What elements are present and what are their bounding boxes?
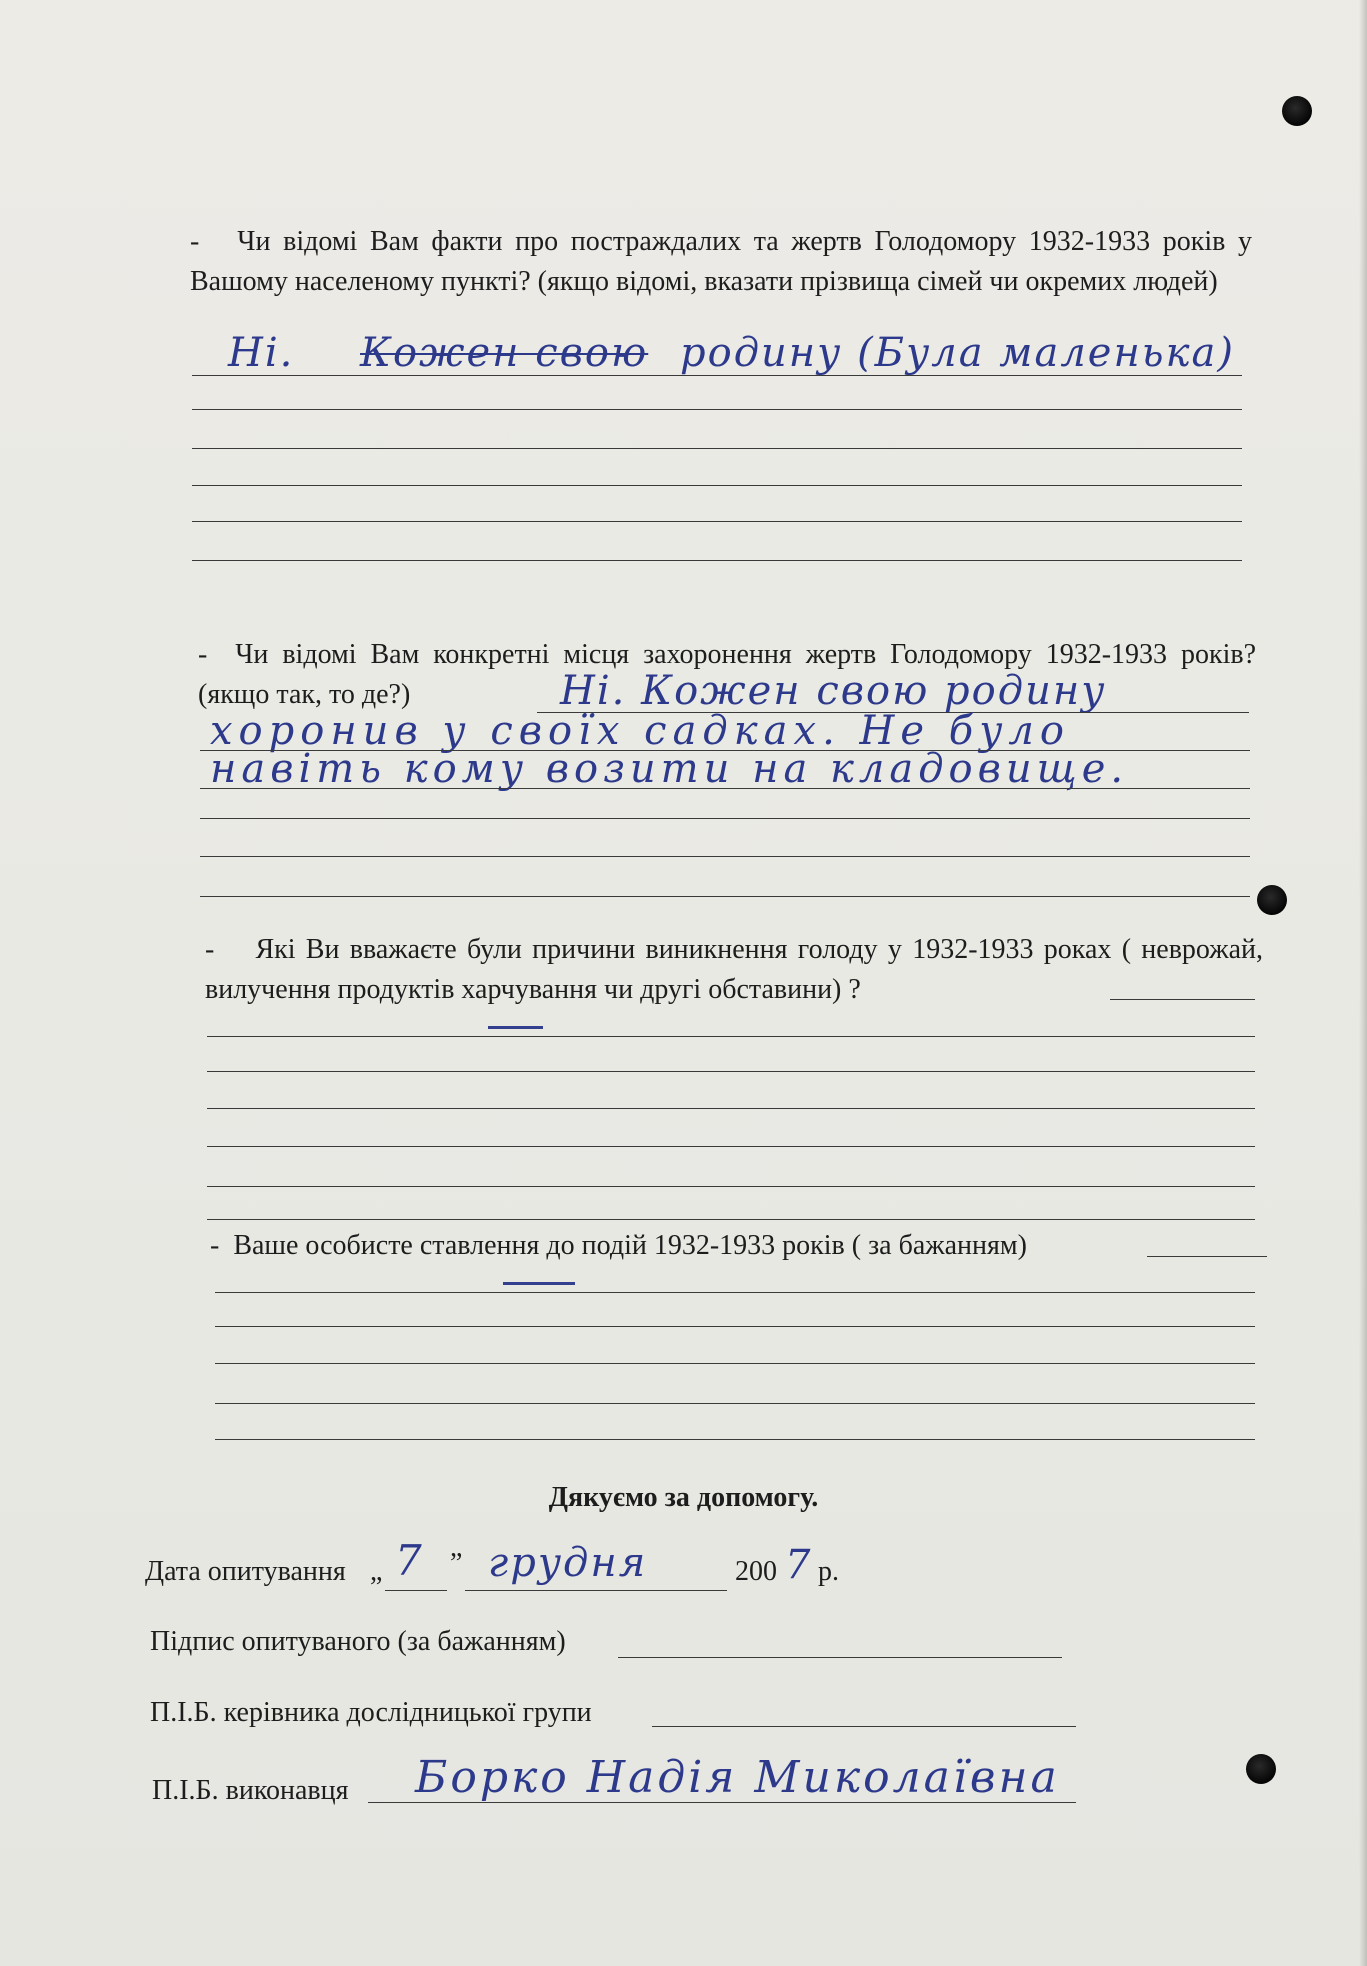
date-month[interactable]: грудня bbox=[488, 1540, 648, 1586]
q4-answer-line-3[interactable] bbox=[215, 1363, 1255, 1364]
q1-answer-line-1[interactable] bbox=[192, 375, 1242, 376]
q3-dash-mark bbox=[488, 1026, 543, 1029]
q1-answer-rest: родину (Була маленька) bbox=[680, 330, 1235, 376]
q1-answer-struck: Кожен свою bbox=[360, 330, 649, 376]
q4-dash-mark bbox=[503, 1282, 575, 1285]
date-label: Дата опитування bbox=[145, 1556, 346, 1587]
date-day-line bbox=[385, 1590, 447, 1591]
q2-answer-line-6[interactable] bbox=[200, 896, 1250, 897]
executor-line bbox=[368, 1802, 1076, 1803]
q1-answer-line-5[interactable] bbox=[192, 521, 1242, 522]
signature-label: Підпис опитуваного (за бажанням) bbox=[150, 1626, 566, 1657]
q2-answer-line-3[interactable] bbox=[200, 788, 1250, 789]
question-3-text: - Які Ви вважаєте були причини виникнення голоду у 1932-1933 роках ( неврожай, вилучення продуктів харчування чи другі обставини) ? bbox=[205, 934, 1263, 1005]
punch-hole-top bbox=[1282, 96, 1312, 126]
q2-answer-line-4[interactable] bbox=[200, 818, 1250, 819]
q1-answer-line-2[interactable] bbox=[192, 409, 1242, 410]
thanks-heading: Дякуємо за допомогу. bbox=[548, 1482, 819, 1513]
q1-answer-line-6[interactable] bbox=[192, 560, 1242, 561]
executor-name[interactable]: Борко Надія Миколаївна bbox=[415, 1752, 1060, 1803]
question-4-text: - Ваше особисте ставлення до подій 1932-1933 років ( за бажанням) bbox=[210, 1230, 1027, 1261]
q1-answer-line-4[interactable] bbox=[192, 485, 1242, 486]
date-close-quote: ” bbox=[450, 1548, 463, 1579]
date-year-suffix: р. bbox=[818, 1556, 839, 1587]
question-2-text: - Чи відомі Вам конкретні місця захоронення жертв Голодомору 1932-1933 років? (якщо так, то де?) bbox=[198, 639, 1256, 710]
q1-answer-first: Ні. bbox=[228, 330, 295, 376]
leader-label: П.І.Б. керівника дослідницької групи bbox=[150, 1697, 592, 1728]
signature-line[interactable] bbox=[618, 1657, 1062, 1658]
question-1-text: - Чи відомі Вам факти про постраждалих та жертв Голодомору 1932-1933 років у Вашому населеному пункті? (якщо відомі, вказати прізвища сімей чи окремих людей) bbox=[190, 226, 1252, 297]
punch-hole-middle bbox=[1257, 885, 1287, 915]
punch-hole-bottom bbox=[1246, 1754, 1276, 1784]
date-year-prefix: 200 bbox=[735, 1556, 777, 1587]
date-year-digit[interactable]: 7 bbox=[785, 1542, 811, 1588]
q2-answer-line-3-text: навіть кому возити на кладовище. bbox=[210, 746, 1129, 792]
executor-label: П.І.Б. виконавця bbox=[152, 1775, 349, 1806]
date-open-quote: „ bbox=[370, 1556, 383, 1587]
q3-answer-line-5[interactable] bbox=[207, 1186, 1255, 1187]
q3-answer-line-2[interactable] bbox=[207, 1071, 1255, 1072]
q4-answer-line-4[interactable] bbox=[215, 1403, 1255, 1404]
q3-answer-line-1[interactable] bbox=[207, 1036, 1255, 1037]
page-edge-shadow bbox=[1359, 0, 1367, 1966]
q1-answer-line-3[interactable] bbox=[192, 448, 1242, 449]
q4-answer-line-2[interactable] bbox=[215, 1326, 1255, 1327]
q4-answer-line-5[interactable] bbox=[215, 1439, 1255, 1440]
q3-answer-line-6[interactable] bbox=[207, 1219, 1255, 1220]
date-day[interactable]: 7 bbox=[395, 1536, 424, 1585]
leader-line[interactable] bbox=[652, 1726, 1076, 1727]
q2-answer-line-2-text: хоронив у своїх садках. Не було bbox=[210, 708, 1070, 754]
q3-answer-line-3[interactable] bbox=[207, 1108, 1255, 1109]
q3-answer-line-4[interactable] bbox=[207, 1146, 1255, 1147]
q4-answer-line-0[interactable] bbox=[1147, 1256, 1267, 1257]
q4-answer-line-1[interactable] bbox=[215, 1292, 1255, 1293]
q2-answer-line-5[interactable] bbox=[200, 856, 1250, 857]
q3-answer-line-0[interactable] bbox=[1110, 999, 1255, 1000]
date-month-line bbox=[465, 1590, 727, 1591]
q2-answer-line-1-text: Ні. Кожен свою родину bbox=[560, 668, 1107, 714]
